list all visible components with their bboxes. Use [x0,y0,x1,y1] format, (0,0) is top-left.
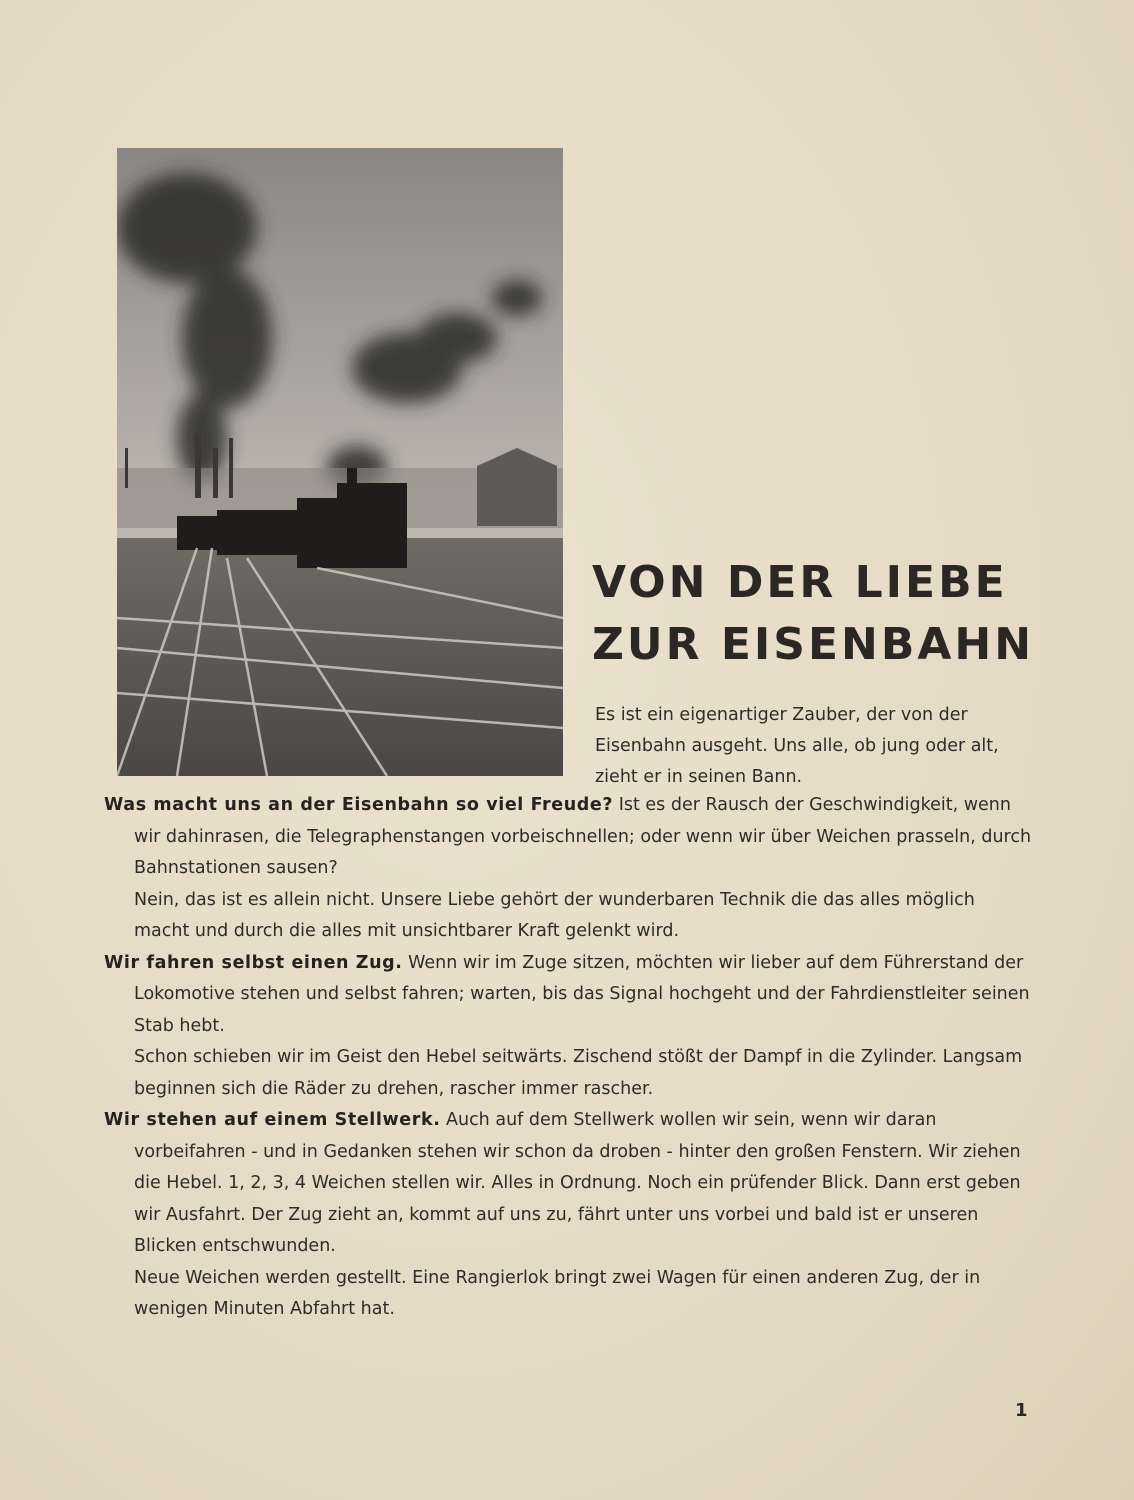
section-continuation: Nein, das ist es allein nicht. Unsere Liebe gehört der wunderbaren Technik die das alles möglich macht und durch die alles mit unsichtbarer Kraft gelenkt wird. [134,889,975,941]
title-line-2: ZUR EISENBAHN [592,619,1035,670]
section-heading: Was macht uns an der Eisenbahn so viel Freude? [104,795,614,815]
intro-paragraph: Es ist ein eigenartiger Zauber, der von der Eisenbahn ausgeht. Uns alle, ob jung oder alt, zieht er in seinen Bann. [595,705,999,787]
section-freude [104,790,1034,885]
section-heading: Wir stehen auf einem Stellwerk. [104,1110,441,1130]
page-title [592,552,1112,676]
section-heading: Wir fahren selbst einen Zug. [104,952,403,973]
section-continuation: Schon schieben wir im Geist den Hebel seitwärts. Zischend stößt der Dampf in die Zylinder. Langsam beginnen sich die Räder zu drehen, rascher immer rascher. [134,1047,1023,1099]
section-text: Auch auf dem Stellwerk wollen wir sein, wenn wir daran vorbeifahren - und in Gedanken stehen wir schon da droben - hinter den großen Fenstern. Wir ziehen die Hebel. 1, 2, 3, 4 Weichen stellen wir. Alles in Ordnung. Noch ein prüfender Blick. Dann erst geben wir Ausfahrt. Der Zug zieht an, kommt auf uns zu, fährt unter uns vorbei und bald ist er unseren Blicken entschwunden. [134,1110,1021,1256]
section-zug [104,948,1034,1043]
section-text: Ist es der Rausch der Geschwindigkeit, wenn wir dahinrasen, die Telegraphenstangen vorbeischnellen; oder wenn wir über Weichen prasseln, durch Bahnstationen sausen? [134,795,1032,878]
section-stellwerk [104,1105,1034,1263]
article-body [104,790,1034,1326]
section-text: Wenn wir im Zuge sitzen, möchten wir lieber auf dem Führerstand der Lokomotive stehen und selbst fahren; warten, bis das Signal hochgeht und der Fahrdienstleiter seinen Stab hebt. [134,952,1030,1036]
title-line-1: VON DER LIEBE [592,557,1008,608]
section-continuation: Neue Weichen werden gestellt. Eine Rangierlok bringt zwei Wagen für einen anderen Zug, der in wenigen Minuten Abfahrt hat. [134,1267,981,1319]
steam-train-photo [117,148,563,776]
page-number: 1 [1015,1400,1028,1421]
